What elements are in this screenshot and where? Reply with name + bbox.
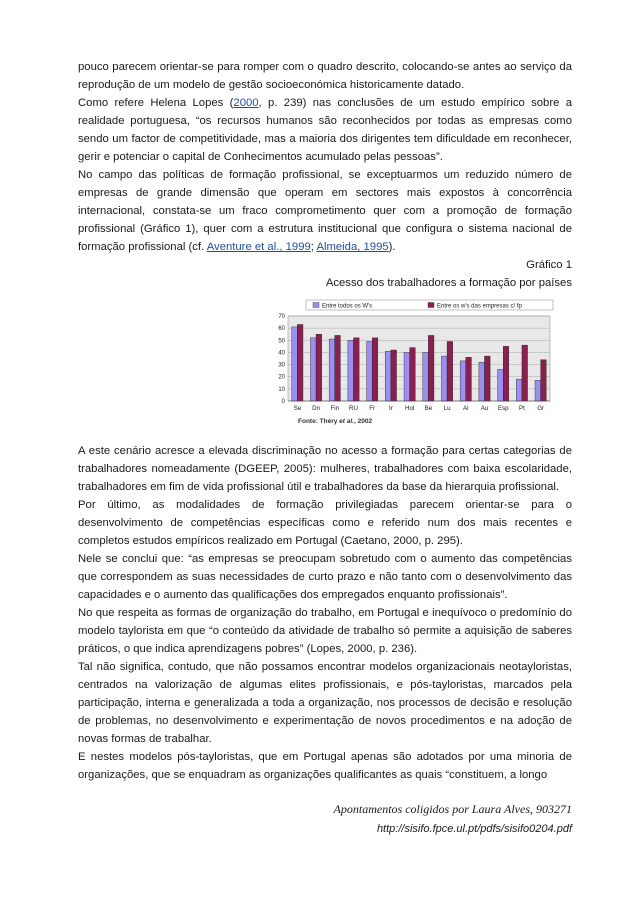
bar-series-1 [479,362,485,401]
paragraph-5: Por último, as modalidades de formação privilegiadas parecem orientar-se para o desenvolvimento de competências específicas como e referido num dos mais recentes e completos estudos empíricos realizado em Portugal (Caetano, 2000, p. 295). [78,499,572,547]
bar-series-1 [367,342,373,402]
bar-series-1 [460,361,466,401]
legend-label-series-2: Entre os w's das empresas c/ fp [437,303,522,310]
x-tick-label: Dn [312,405,321,412]
x-tick-label: Ir [389,405,393,412]
x-tick-label: Au [480,405,489,412]
footer-url: http://sisifo.fpce.ul.pt/pdfs/sisifo0204.pdf [376,823,572,835]
bar-series-2 [410,348,416,401]
bar-series-2 [297,325,303,402]
y-tick-label: 20 [278,374,285,381]
document-page [78,58,572,784]
bar-series-2 [503,346,509,401]
paragraph-4: A este cenário acresce a elevada discriminação no acesso a formação para certas categorias de trabalhadores nomeadamente (DGEEP, 2005): mulheres, trabalhadores com baixa escolaridade, trabalhadores em fim de vida profissional útil e trabalhadores da base da hierarquia profissional. [78,445,572,493]
paragraph-2-start: Como refere Helena Lopes ( [78,97,234,109]
legend-label-series-1: Entre todos os W's [322,303,373,310]
chart-container [78,298,572,428]
x-tick-label: Se [293,405,302,412]
bar-series-1 [385,351,391,401]
bar-series-1 [498,369,504,401]
paragraph-7: No que respeita as formas de organização do trabalho, em Portugal e inequívoco o predomínio do modelo taylorista em que “o conteúdo da atividade de trabalho só permite a aquisição de saberes práticos, o que indica aprendizagens pobres” (Lopes, 2000, p. 236). [78,607,572,655]
chart-source-prefix: Fonte: Théry [298,418,340,425]
citation-link-aventure-1999[interactable]: Aventure et al., 1999 [206,241,311,253]
x-tick-label: Fin [330,405,340,412]
legend-swatch-series-2 [428,303,434,308]
citation-separator: ; [310,241,317,253]
chart-source-suffix: , 2002 [353,418,373,425]
bar-series-1 [516,379,522,401]
x-tick-label: Esp [497,405,509,412]
paragraph-9: E nestes modelos pós-tayloristas, que em Portugal apenas são adotados por uma minoria de organizações, que se enquadram as organizações qualificantes as quais “constituem, a longo [78,751,572,781]
x-tick-label: Gr [537,405,545,412]
paragraph-3-start: No campo das políticas de formação profissional, se exceptuarmos um reduzido número de empresas de grande dimensão que operam em sectores mais expostos à concorrência internacional, constata-se um fraco comprometimento quer com a promoção de formação profissional (Gráfico 1), quer com a estrutura institucional que configura o sistema nacional de formação profissional (cf. [78,169,572,253]
bar-series-2 [541,360,547,401]
y-tick-label: 40 [278,350,285,357]
chart-plot-area [278,314,550,412]
chart-source-italic: et al. [339,418,354,425]
chart-plot-frame [288,316,550,401]
paragraph-6: Nele se conclui que: “as empresas se preocupam sobretudo com o aumento das competências que correspondem as suas necessidades de curto prazo e não tanto com o desenvolvimento das capacidades e o aumento das qualificações dos empregados enquanto profissionais”. [78,553,572,601]
paragraph-3-end: ). [388,241,396,253]
bar-series-2 [522,345,528,401]
bar-series-1 [310,338,316,401]
y-tick-label: 30 [278,362,285,369]
bar-series-1 [292,327,298,401]
y-tick-label: 0 [281,399,285,405]
y-tick-label: 70 [278,314,285,320]
bar-series-1 [404,352,410,401]
bar-series-1 [535,380,541,401]
x-tick-label: Al [463,405,469,412]
bar-series-2 [447,342,453,402]
paragraph-8: Tal não significa, contudo, que não possamos encontrar modelos organizacionais neotayloristas, centrados na valorização de algumas elites profissionais, e pós-tayloristas, marcados pela participação, interna e generalizada a toda a organização, nos processos de decisão e resolução de problemas, no desenvolvimento e experimentação de novos procedimentos e na adoção de novas formas de trabalhar. [78,661,572,745]
bar-series-1 [329,339,335,401]
x-tick-label: Be [424,405,433,412]
figure-label: Gráfico 1 [526,259,572,271]
figure-caption: Acesso dos trabalhadores a formação por países [325,277,572,289]
x-tick-label: Fr [369,405,376,412]
paragraph-2-end: , p. 239) nas conclusões de um estudo empírico sobre a realidade portuguesa, “os recursos humanos são reconhecidos por todas as empresas como sendo um factor de competitividade, mas a maioria dos dirigentes tem dificuldade em reconhecer, gerir e potenciar o capital de Conhecimentos acumulado pelas pessoas”. [78,97,573,163]
bar-series-1 [441,356,447,401]
x-tick-label: Pt [518,405,525,412]
y-tick-label: 10 [278,386,285,393]
bar-series-2 [372,338,378,401]
paragraph-1: pouco parecem orientar-se para romper com o quadro descrito, colocando-se antes ao serviço da reprodução de um modelo de gestão socioeconómica historicamente datado. [78,61,572,91]
bar-series-2 [428,335,434,401]
bar-series-1 [348,340,354,401]
bar-chart [258,298,558,428]
x-tick-label: Lu [443,405,451,412]
bar-series-2 [316,334,322,401]
y-tick-label: 50 [278,338,285,345]
x-tick-label: Hol [404,405,415,412]
bar-series-2 [354,338,360,401]
paragraph-2 [78,94,572,166]
bar-series-2 [335,335,341,401]
bar-series-1 [423,352,429,401]
citation-link-lopes-2000[interactable]: 2000 [233,97,259,109]
bar-series-2 [466,357,472,401]
legend-swatch-series-1 [313,303,319,308]
bar-series-2 [391,350,397,401]
paragraph-3 [78,166,572,256]
bar-series-2 [485,356,491,401]
citation-link-almeida-1995[interactable]: Almeida, 1995 [316,241,389,253]
footer-author: Apontamentos coligidos por Laura Alves, 903271 [333,802,572,816]
chart-source [298,418,372,425]
x-tick-label: RU [349,405,358,412]
y-tick-label: 60 [278,326,285,333]
